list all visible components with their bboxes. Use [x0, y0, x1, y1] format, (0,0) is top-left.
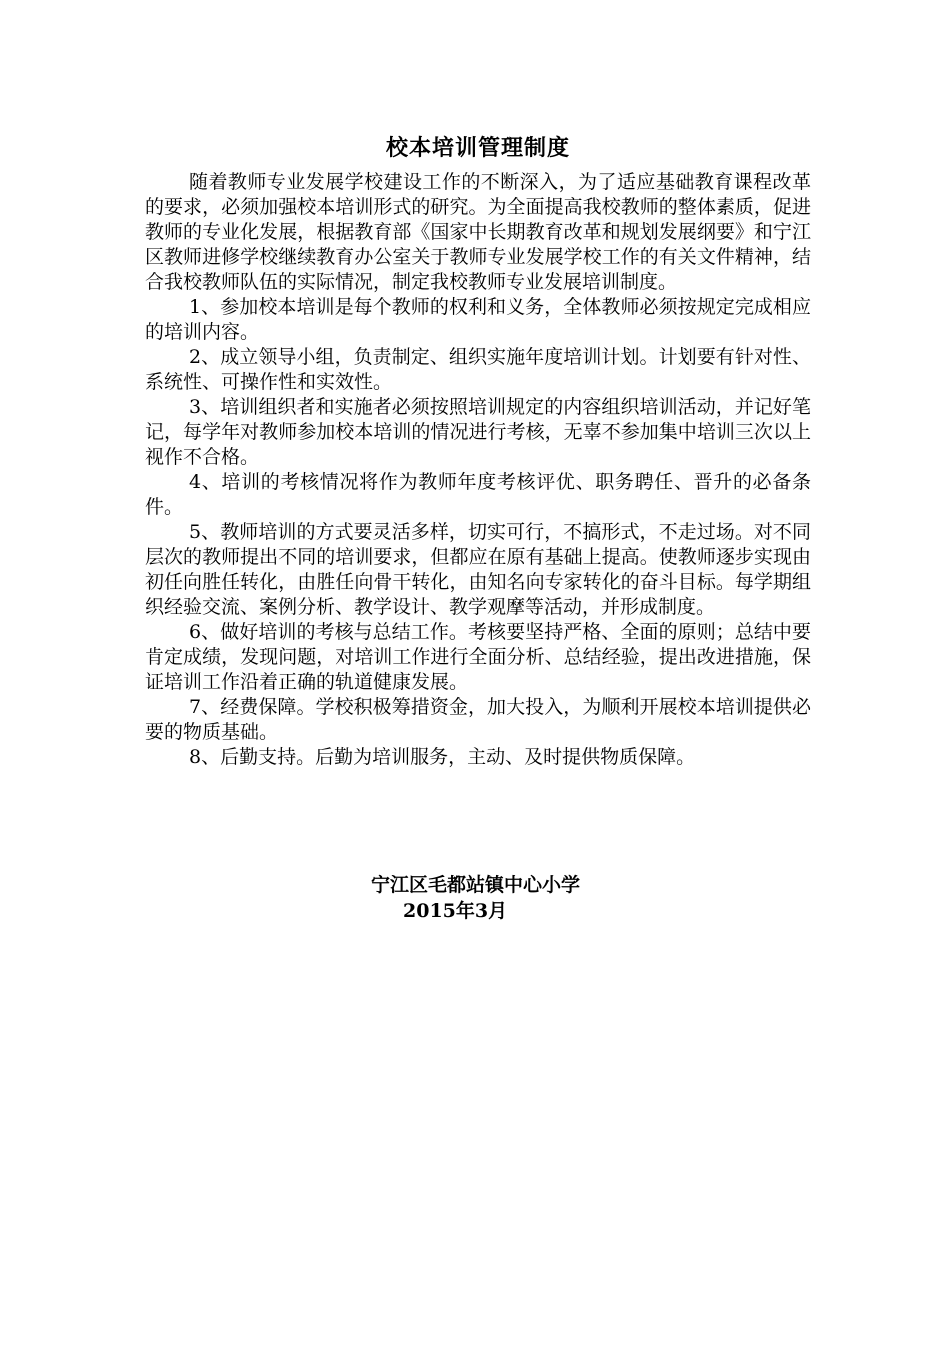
- rule-paragraph-2: 2、成立领导小组，负责制定、组织实施年度培训计划。计划要有针对性、系统性、可操作性和实效性。: [145, 346, 811, 393]
- signature-date: 2015年3月: [403, 900, 508, 922]
- intro-paragraph: 随着教师专业发展学校建设工作的不断深入，为了适应基础教育课程改革的要求，必须加强校本培训形式的研究。为全面提高我校教师的整体素质，促进教师的专业化发展，根据教育部《国家中长期教育改革和规划发展纲要》和宁江区教师进修学校继续教育办公室关于教师专业发展学校工作的有关文件精神，结合我校教师队伍的实际情况，制定我校教师专业发展培训制度。: [145, 171, 811, 293]
- rule-paragraph-3: 3、培训组织者和实施者必须按照培训规定的内容组织培训活动，并记好笔记，每学年对教师参加校本培训的情况进行考核，无辜不参加集中培训三次以上视作不合格。: [145, 396, 811, 468]
- document-body: [145, 130, 811, 770]
- rule-paragraph-5: 5、教师培训的方式要灵活多样，切实可行，不搞形式，不走过场。对不同层次的教师提出不同的培训要求，但都应在原有基础上提高。使教师逐步实现由初任向胜任转化，由胜任向骨干转化，由知名向专家转化的奋斗目标。每学期组织经验交流、案例分析、教学设计、教学观摩等活动，并形成制度。: [145, 521, 811, 618]
- rule-paragraph-1: 1、参加校本培训是每个教师的权利和义务，全体教师必须按规定完成相应的培训内容。: [145, 296, 811, 343]
- rule-paragraph-7: 7、经费保障。学校积极筹措资金，加大投入，为顺利开展校本培训提供必要的物质基础。: [145, 696, 811, 743]
- rule-paragraph-6: 6、做好培训的考核与总结工作。考核要坚持严格、全面的原则；总结中要肯定成绩，发现问题，对培训工作进行全面分析、总结经验，提出改进措施，保证培训工作沿着正确的轨道健康发展。: [145, 621, 811, 693]
- signature-school: 宁江区毛都站镇中心小学: [371, 874, 581, 896]
- signature-block: [145, 872, 811, 924]
- rule-paragraph-8: 8、后勤支持。后勤为培训服务，主动、及时提供物质保障。: [189, 746, 696, 768]
- document-title: 校本培训管理制度: [385, 135, 570, 161]
- rule-paragraph-4: 4、培训的考核情况将作为教师年度考核评优、职务聘任、晋升的必备条件。: [145, 471, 811, 518]
